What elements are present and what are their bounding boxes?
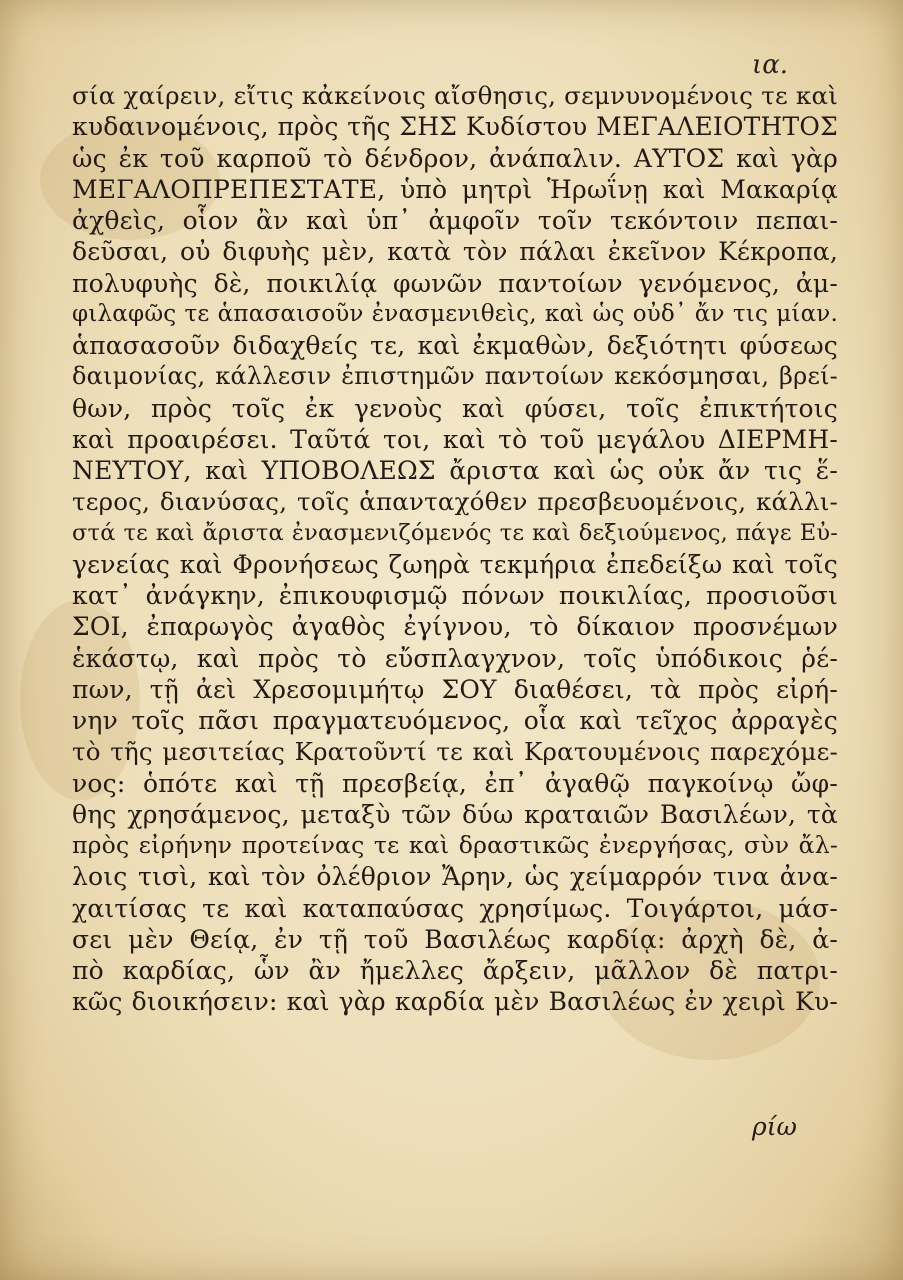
text-line: δεῦσαι, οὐ διφυὴς μὲν, κατὰ τὸν πάλαι ἐκεῖνον Κέκροπα,	[72, 237, 838, 267]
text-line: ἀχθεὶς, οἷον ἂν καὶ ὑπ᾽ ἀμφοῖν τοῖν τεκόντοιν πεπαι-	[72, 206, 838, 235]
text-line: τερος, διανύσας, τοῖς ἁπανταχόθεν πρεσβευομένοις, κάλλι-	[72, 487, 838, 517]
text-line: θης χρησάμενος, μεταξὺ τῶν δύω κραταιῶν Βασιλέων, τὰ	[72, 799, 838, 829]
catchword: ρίω	[752, 1112, 797, 1141]
text-line: φιλαφῶς τε ἁπασαισοῦν ἐνασμενιθεὶς, καὶ ὡς οὐδ᾽ ἄν τις μίαν.	[72, 300, 838, 327]
text-line: ὡς ἐκ τοῦ καρποῦ τὸ δένδρον, ἀνάπαλιν. ΑΥΤΟΣ καὶ γὰρ	[72, 143, 838, 173]
body-text	[72, 80, 838, 1018]
text-line: χαιτίσας τε καὶ καταπαύσας χρησίμως. Τοιγάρτοι, μάσ-	[72, 893, 838, 923]
text-line: πολυφυὴς δὲ, ποικιλίᾳ φωνῶν παντοίων γενόμενος, ἀμ-	[72, 268, 838, 298]
text-line: πων, τῇ ἀεὶ Χρεσομιμήτῳ ΣΟΥ διαθέσει, τὰ πρὸς εἰρή-	[72, 674, 838, 704]
text-line: ἑκάστῳ, καὶ πρὸς τὸ εὔσπλαγχνον, τοῖς ὑπόδικοις ῥέ-	[72, 643, 838, 673]
text-line: πὸ καρδίας, ὧν ἂν ἤμελλες ἄρξειν, μᾶλλον δὲ πατρι-	[72, 956, 838, 985]
text-line: σία χαίρειν, εἴτις κἀκείνοις αἴσθησις, σεμνυνομένοις τε καὶ	[72, 81, 838, 110]
text-line: νην τοῖς πᾶσι πραγματευόμενος, οἷα καὶ τεῖχος ἀρραγὲς	[72, 706, 838, 735]
text-line: ΣΟΙ, ἐπαρωγὸς ἀγαθὸς ἐγίγνου, τὸ δίκαιον προσνέμων	[72, 612, 838, 642]
text-line: κατ᾽ ἀνάγκην, ἐπικουφισμῷ πόνων ποικιλίας, προσιοῦσι	[72, 581, 838, 610]
text-line: πρὸς εἰρήνην προτείνας τε καὶ δραστικῶς ἐνεργήσας, σὺν ἄλ-	[72, 831, 838, 859]
text-line: σει μὲν Θείᾳ, ἐν τῇ τοῦ Βασιλέως καρδίᾳ: ἀρχὴ δὲ, ἀ-	[72, 924, 838, 954]
text-line: κῶς διοικήσειν: καὶ γὰρ καρδία μὲν Βασιλέως ἐν χειρὶ Κυ-	[72, 987, 838, 1017]
text-line: ΜΕΓΑΛΟΠΡΕΠΕΣΤΑΤΕ, ὑπὸ μητρὶ Ἡρωΐνῃ καὶ Μακαρίᾳ	[72, 174, 838, 204]
page-number: ια.	[752, 50, 789, 80]
text-line: κυδαινομένοις, πρὸς τῆς ΣΗΣ Κυδίστου ΜΕΓΑΛΕΙΟΤΗΤΟΣ	[72, 112, 838, 142]
text-line: ΝΕΥΤΟΥ, καὶ ΥΠΟΒΟΛΕΩΣ ἄριστα καὶ ὡς οὐκ ἄν τις ἕ-	[72, 456, 838, 485]
text-line: ἁπασασοῦν διδαχθείς τε, καὶ ἐκμαθὼν, δεξιότητι φύσεως	[72, 331, 838, 360]
text-line: νος: ὁπότε καὶ τῇ πρεσβείᾳ, ἐπ᾽ ἀγαθῷ παγκοίνῳ ὤφ-	[72, 768, 838, 798]
text-line: τὸ τῆς μεσιτείας Κρατοῦντί τε καὶ Κρατουμένοις παρεχόμε-	[72, 737, 838, 767]
text-line: καὶ προαιρέσει. Ταῦτά τοι, καὶ τὸ τοῦ μεγάλου ΔΙΕΡΜΗ-	[72, 424, 838, 454]
text-line: στά τε καὶ ἄριστα ἐνασμενιζόμενός τε καὶ δεξιούμενος, πάγε Εὐ-	[72, 519, 838, 546]
text-line: γενείας καὶ Φρονήσεως ζωηρὰ τεκμήρια ἐπεδείξω καὶ τοῖς	[72, 549, 838, 579]
text-line: λοις τισὶ, καὶ τὸν ὀλέθριον Ἄρην, ὡς χείμαρρόν τινα ἀνα-	[72, 862, 838, 892]
text-line: θων, πρὸς τοῖς ἐκ γενοὺς καὶ φύσει, τοῖς ἐπικτήτοις	[72, 393, 838, 423]
text-line: δαιμονίας, κάλλεσιν ἐπιστημῶν παντοίων κεκόσμησαι, βρεί-	[72, 362, 838, 391]
